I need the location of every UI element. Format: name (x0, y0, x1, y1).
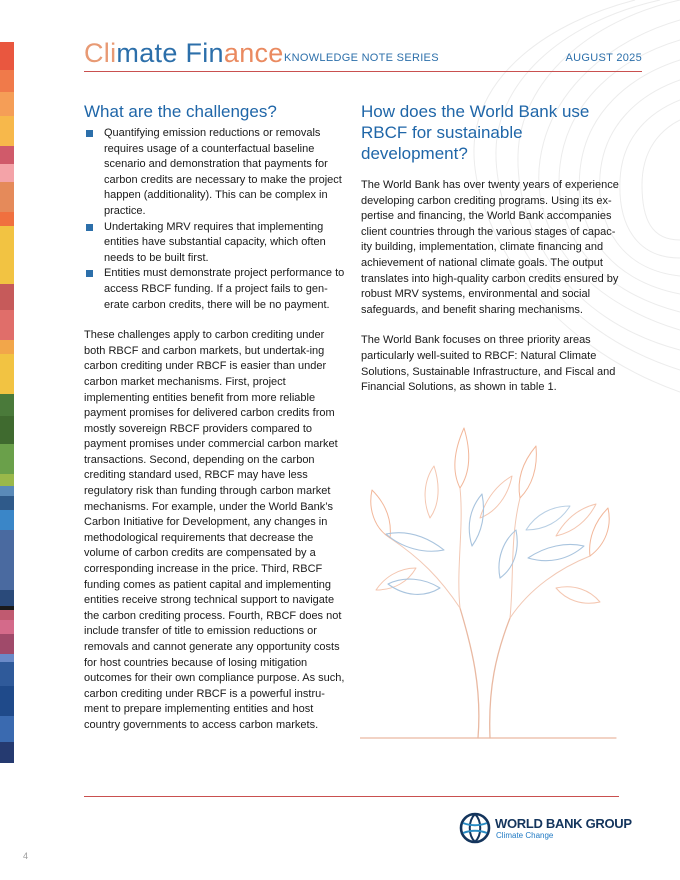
stripe-segment (0, 742, 14, 763)
left-column (84, 101, 346, 734)
square-bullet-icon (86, 224, 93, 231)
stripe-segment (0, 590, 14, 606)
color-stripe-decoration (0, 42, 14, 797)
stripe-segment (0, 510, 14, 530)
square-bullet-icon (86, 270, 93, 277)
footer-divider (84, 796, 619, 797)
world-bank-globe-icon (459, 811, 491, 845)
world-bank-rbcf-heading: How does the World Bank use RBCF for sustainable development? (361, 102, 590, 163)
stripe-segment (0, 146, 14, 164)
list-item (84, 220, 346, 267)
challenges-heading: What are the challenges? (84, 102, 277, 121)
stripe-segment (0, 284, 14, 310)
stripe-segment (0, 394, 14, 416)
stripe-segment (0, 496, 14, 510)
stripe-segment (0, 662, 14, 686)
stripe-segment (0, 416, 14, 444)
stripe-segment (0, 92, 14, 116)
stripe-segment (0, 620, 14, 634)
experience-paragraph: The World Bank has over twenty years of experience developing carbon crediting programs. Using its ex-pertise and financing, the World Bank accompanies client countries through the various stages of capac-ity building, implementation, climate financing and achievement of national climate goals. The output translates into high-quality carbon credits ensured by robust MRV systems, environmental and social safeguards, and benefit sharing mechanisms. (361, 179, 619, 316)
logo-name: WORLD BANK GROUP (495, 816, 632, 831)
logo-subtitle: Climate Change (496, 831, 554, 840)
publication-title (84, 38, 284, 68)
stripe-segment (0, 474, 14, 486)
bullet-text: Quantifying emission reductions or removals requires usage of a counterfactual baseline scenario and demonstration that payments for carbon credits are necessary to make the project happen (additionality). This can be complex in practice. (104, 127, 342, 217)
stripe-segment (0, 70, 14, 92)
square-bullet-icon (86, 130, 93, 137)
stripe-segment (0, 606, 14, 610)
stripe-segment (0, 226, 14, 284)
priority-areas-paragraph: The World Bank focuses on three priority areas particularly well-suited to RBCF: Natural Climate Solutions, Sustainable Infrastructure, and Fiscal and Financial Solutions, as shown in table 1. (361, 334, 616, 394)
page-number: 4 (23, 851, 29, 861)
stripe-segment (0, 610, 14, 620)
bullet-text: Undertaking MRV requires that implementing entities have substantial capacity, which often needs to be built first. (104, 220, 326, 264)
stripe-segment (0, 444, 14, 474)
right-column (361, 101, 623, 396)
stripe-segment (0, 182, 14, 212)
challenges-list (84, 126, 346, 313)
stripe-segment (0, 530, 14, 590)
list-item (84, 126, 346, 220)
tree-illustration (360, 418, 622, 748)
stripe-segment (0, 310, 14, 340)
list-item (84, 266, 346, 313)
brand-word1-a: Cli (84, 38, 117, 68)
brand-word2-a: Fin (185, 38, 224, 68)
stripe-segment (0, 340, 14, 354)
stripe-segment (0, 634, 14, 654)
page-header (84, 38, 642, 72)
publication-date: AUGUST 2025 (565, 52, 642, 64)
bullet-text: Entities must demonstrate project performance to access RBCF funding. If a project fails to gen-erate carbon credits, there will be no payment. (104, 267, 345, 311)
stripe-segment (0, 116, 14, 146)
stripe-segment (0, 212, 14, 226)
stripe-segment (0, 716, 14, 742)
brand-word1-b: mate (116, 38, 178, 68)
series-label: KNOWLEDGE NOTE SERIES (284, 52, 439, 64)
stripe-segment (0, 354, 14, 394)
stripe-segment (0, 686, 14, 716)
stripe-segment (0, 164, 14, 182)
stripe-segment (0, 654, 14, 662)
challenges-paragraph: These challenges apply to carbon crediting under both RBCF and carbon markets, but undertak-ing carbon crediting under RBCF is easier than under carbon market mechanisms. First, project implementing entities benefit from more reliable payment promises for delivered carbon credits from mostly sovereign RBCF providers compared to payment promises under commercial carbon market transactions. Second, depending on the carbon crediting standard used, RBCF may have less regulatory risk than funding through carbon market mechanisms. For example, under the World Bank’s Carbon Initiative for Development, any changes in methodological requirements that decrease the volume of carbon credits are compensated by a corresponding increase in the price. Third, RBCF funding comes as patient capital and implementing entities receive strong technical support to navigate the carbon crediting process. Fourth, RBCF does not include transfer of title to emission reductions or removals and cannot generate any opportunity costs for host countries because of losing mitigation outcomes for their own compliance purpose. As such, carbon crediting under RBCF is a powerful instru-ment to prepare implementing entities and host country governments to access carbon markets. (84, 329, 345, 731)
world-bank-group-logo (459, 808, 632, 848)
stripe-segment (0, 42, 14, 70)
stripe-segment (0, 486, 14, 496)
brand-word2-b: ance (223, 38, 284, 68)
